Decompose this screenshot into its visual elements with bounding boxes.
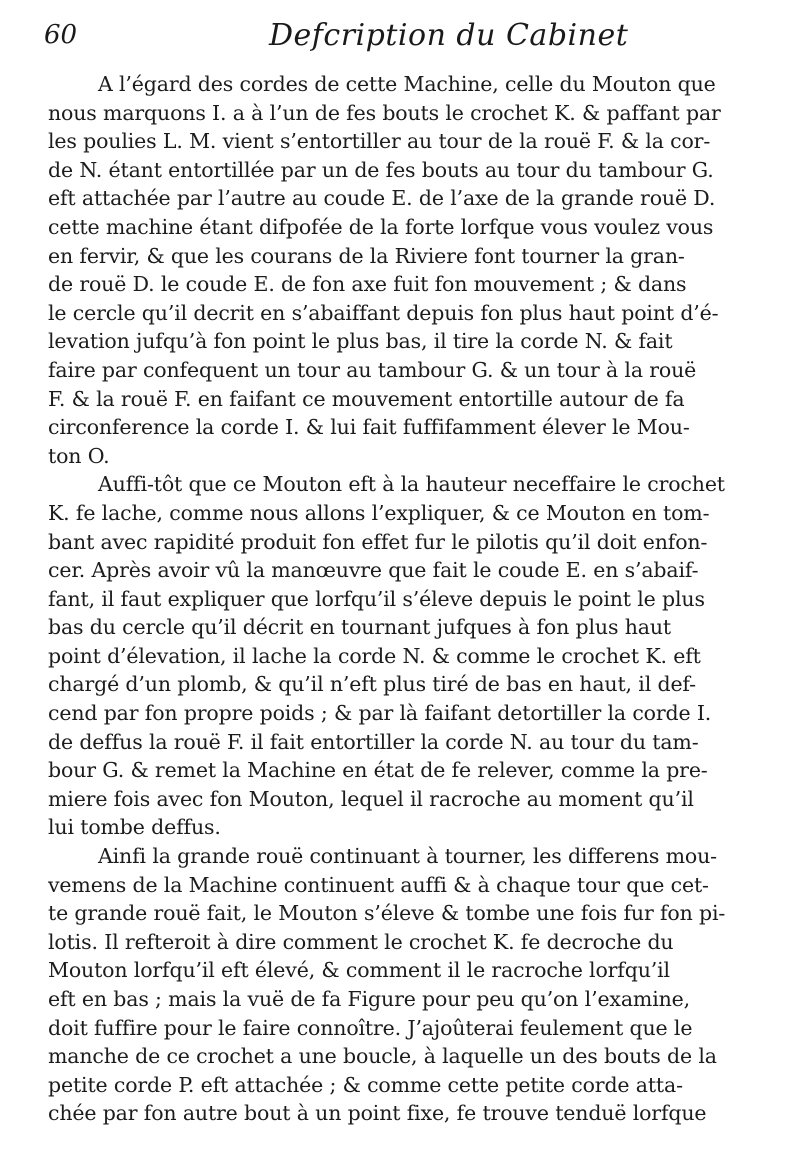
text-line: K. fe lache, comme nous allons l’expliquer, & ce Mouton en tom- [48,500,710,525]
page-header [44,20,774,60]
text-line: te grande rouë fait, le Mouton s’éleve & tombe une fois fur fon pi- [48,901,726,926]
text-line: miere fois avec fon Mouton, lequel il racroche au moment qu’il [48,786,694,811]
text-line: le cercle qu’il decrit en s’abaiffant depuis fon plus haut point d’é- [48,300,719,325]
text-line: F. & la rouë F. en faifant ce mouvement entortille autour de fa [48,386,685,411]
text-line: lotis. Il refteroit à dire comment le crochet K. fe decroche du [48,929,674,954]
text-line: bas du cercle qu’il décrit en tournant jufques à fon plus haut [48,615,671,640]
text-line: eft en bas ; mais la vuë de fa Figure pour peu qu’on l’examine, [48,987,691,1011]
text-line: manche de ce crochet a une boucle, à laquelle un des bouts de la [48,1044,717,1069]
text-line: de N. étant entortillée par un de fes bouts au tour du tambour G. [48,157,714,182]
text-line: fant, il faut expliquer que lorfqu’il s’éleve depuis le point le plus [48,586,705,611]
text-line: bour G. & remet la Machine en état de fe relever, comme la pre- [48,758,708,783]
text-line: ton O. [48,443,110,468]
text-line: circonference la corde I. & lui fait fuffifamment élever le Mou- [48,415,690,440]
text-line: chargé d’un plomb, & qu’il n’eft plus tiré de bas en haut, il def- [48,672,696,697]
text-line: bant avec rapidité produit fon effet fur le pilotis qu’il doit enfon- [48,529,708,554]
text-line: cer. Après avoir vû la manœuvre que fait le coude E. en s’abaif- [48,558,699,583]
text-line: en fervir, & que les courans de la Riviere font tourner la gran- [48,243,685,268]
text-line: les poulies L. M. vient s’entortiller au tour de la rouë F. & la cor- [48,129,711,154]
text-line: cette machine étant difpofée de la forte lorfque vous voulez vous [48,214,714,239]
running-title: Defcription du Cabinet [269,18,629,53]
text-line: Mouton lorfqu’il eft élevé, & comment il le racroche lorfqu’il [48,958,670,983]
text-line: point d’élevation, il lache la corde N. & comme le crochet K. eft [48,643,701,668]
text-line: faire par confequent un tour au tambour G. & un tour à la rouë [48,357,697,382]
text-line: vemens de la Machine continuent auffi & à chaque tour que cet- [48,872,709,897]
paragraph [48,470,782,842]
text-line: petite corde P. eft attachée ; & comme cette petite corde atta- [48,1072,683,1097]
text-line: nous marquons I. a à l’un de fes bouts le crochet K. & paffant par [48,100,721,125]
paragraph [48,842,782,1128]
page-number: 60 [44,20,78,50]
text-line: eft attachée par l’autre au coude E. de l’axe de la grande rouë D. [48,186,716,211]
text-line: chée par fon autre bout à un point fixe, fe trouve tenduë lorfque [48,1101,707,1126]
paragraph [48,70,782,470]
text-line: Auffi-tôt que ce Mouton eft à la hauteur neceffaire le crochet [98,472,725,497]
text-line: A l’égard des cordes de cette Machine, celle du Mouton que [98,72,716,96]
text-line: Ainfi la grande rouë continuant à tourner, les differens mou- [98,844,717,869]
body-text [48,70,782,1128]
text-line: doit fuffire pour le faire connoître. J’ajoûterai feulement que le [48,1015,693,1040]
text-line: lui tombe deffus. [48,815,221,840]
text-line: cend par fon propre poids ; & par là faifant detortiller la corde I. [48,701,712,726]
text-line: de rouë D. le coude E. de fon axe fuit fon mouvement ; & dans [48,272,687,297]
text-line: de deffus la rouë F. il fait entortiller la corde N. au tour du tam- [48,729,699,754]
text-line: levation jufqu’à fon point le plus bas, il tire la corde N. & fait [48,329,673,354]
